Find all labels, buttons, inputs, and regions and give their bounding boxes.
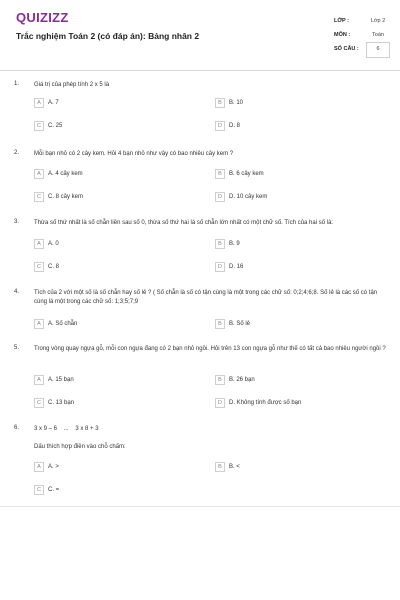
q2-option-d[interactable] bbox=[215, 192, 267, 202]
option-text: A. > bbox=[48, 464, 59, 470]
option-text: B. 6 cây kem bbox=[229, 171, 264, 177]
option-letter-badge: C bbox=[34, 121, 44, 131]
option-text: A. 0 bbox=[48, 241, 59, 247]
option-letter-badge: D bbox=[215, 262, 225, 272]
q3-option-d[interactable] bbox=[215, 262, 243, 272]
option-text: A. 7 bbox=[48, 100, 59, 106]
q6-option-c[interactable] bbox=[34, 485, 59, 495]
q5-option-d[interactable] bbox=[215, 398, 301, 408]
question-text: Mỗi bạn nhỏ có 2 cây kem. Hỏi 4 bạn nhỏ như vậy có bao nhiêu cây kem ? bbox=[34, 151, 234, 157]
option-letter-badge: B bbox=[215, 462, 225, 472]
question-text: 3 x 9 – 6 ... 3 x 8 + 3 bbox=[34, 426, 99, 432]
page-title: Trắc nghiệm Toán 2 (có đáp án): Bảng nhân 2 bbox=[16, 31, 200, 41]
option-letter-badge: C bbox=[34, 485, 44, 495]
option-letter-badge: A bbox=[34, 169, 44, 179]
option-letter-badge: D bbox=[215, 121, 225, 131]
q3-option-a[interactable] bbox=[34, 239, 59, 249]
q1-option-d[interactable] bbox=[215, 121, 240, 131]
question-number: 6. bbox=[14, 425, 20, 431]
q5-option-a[interactable] bbox=[34, 375, 74, 385]
meta-class-label: LỚP : bbox=[334, 18, 349, 24]
worksheet-header bbox=[0, 0, 400, 71]
meta-count-row bbox=[334, 46, 388, 52]
q2-option-b[interactable] bbox=[215, 169, 264, 179]
q3-option-b[interactable] bbox=[215, 239, 240, 249]
option-letter-badge: A bbox=[34, 98, 44, 108]
question-number: 2. bbox=[14, 150, 20, 156]
meta-class-value: Lớp 2 bbox=[370, 18, 386, 24]
option-letter-badge: B bbox=[215, 375, 225, 385]
q1-option-b[interactable] bbox=[215, 98, 243, 108]
q6-option-b[interactable] bbox=[215, 462, 240, 472]
option-text: C. 8 bbox=[48, 264, 60, 270]
meta-count-label: SỐ CÂU : bbox=[334, 46, 359, 52]
option-text: D. 8 bbox=[229, 123, 241, 129]
q2-option-a[interactable] bbox=[34, 169, 83, 179]
question-subtext: Dấu thích hợp điền vào chỗ chấm: bbox=[34, 444, 126, 450]
option-text: C. = bbox=[48, 487, 60, 493]
option-text: A. Số chẵn bbox=[48, 321, 78, 327]
question-number: 5. bbox=[14, 345, 20, 351]
end-divider bbox=[0, 506, 400, 507]
meta-class-row bbox=[334, 18, 388, 24]
question-number: 4. bbox=[14, 289, 20, 295]
q1-option-c[interactable] bbox=[34, 121, 62, 131]
option-text: B. Số lẻ bbox=[229, 321, 251, 327]
q4-option-b[interactable] bbox=[215, 319, 250, 329]
option-text: D. 16 bbox=[229, 264, 244, 270]
option-letter-badge: A bbox=[34, 319, 44, 329]
q4-option-a[interactable] bbox=[34, 319, 77, 329]
option-text: C. 8 cây kem bbox=[48, 194, 84, 200]
q2-option-c[interactable] bbox=[34, 192, 83, 202]
option-text: B. < bbox=[229, 464, 240, 470]
meta-subject-value: Toán bbox=[372, 32, 384, 38]
quizizz-logo: QUIZIZZ bbox=[16, 10, 69, 25]
option-letter-badge: B bbox=[215, 98, 225, 108]
option-letter-badge: D bbox=[215, 192, 225, 202]
option-letter-badge: A bbox=[34, 375, 44, 385]
question-text: Giá trị của phép tính 2 x 5 là bbox=[34, 82, 110, 88]
option-letter-badge: C bbox=[34, 262, 44, 272]
option-letter-badge: C bbox=[34, 398, 44, 408]
option-text: A. 15 bạn bbox=[48, 377, 74, 383]
option-text: C. 13 bạn bbox=[48, 400, 75, 406]
option-text: B. 9 bbox=[229, 241, 240, 247]
meta-subject-row bbox=[334, 32, 388, 38]
q5-option-b[interactable] bbox=[215, 375, 255, 385]
meta-subject-label: MÔN : bbox=[334, 32, 351, 38]
question-number: 1. bbox=[14, 81, 20, 87]
q3-option-c[interactable] bbox=[34, 262, 59, 272]
option-text: D. Không tính được số bạn bbox=[229, 400, 302, 406]
option-letter-badge: A bbox=[34, 462, 44, 472]
option-text: B. 10 bbox=[229, 100, 244, 106]
question-text: Trong vòng quay ngựa gỗ, mỗi con ngựa đang có 2 bạn nhỏ ngồi. Hỏi trên 13 con ngựa gỗ như thế có tất cả bao nhiêu người ngồi ? bbox=[34, 346, 386, 352]
question-number: 3. bbox=[14, 219, 20, 225]
option-text: C. 25 bbox=[48, 123, 63, 129]
question-text: Thừa số thứ nhất là số chẵn liền sau số 0, thừa số thứ hai là số chẵn lớn nhất có một chữ số. Tích của hai số là: bbox=[34, 220, 334, 226]
option-letter-badge: A bbox=[34, 239, 44, 249]
q6-option-a[interactable] bbox=[34, 462, 59, 472]
meta-count-value: 6 bbox=[376, 46, 380, 52]
option-letter-badge: B bbox=[215, 169, 225, 179]
option-letter-badge: B bbox=[215, 319, 225, 329]
option-text: D. 10 cây kem bbox=[229, 194, 268, 200]
option-letter-badge: B bbox=[215, 239, 225, 249]
option-text: B. 26 bạn bbox=[229, 377, 255, 383]
question-text: Tích của 2 với một số là số chẵn hay số lẻ ? ( Số chẵn là số có tận cùng là một trong các chữ số: 0;2;4;6;8. Số lẻ là các số có tận cùng là một trong các chữ số: 1;3;5;7;9 bbox=[34, 290, 378, 305]
option-letter-badge: D bbox=[215, 398, 225, 408]
option-text: A. 4 cây kem bbox=[48, 171, 83, 177]
option-letter-badge: C bbox=[34, 192, 44, 202]
q1-option-a[interactable] bbox=[34, 98, 59, 108]
q5-option-c[interactable] bbox=[34, 398, 74, 408]
